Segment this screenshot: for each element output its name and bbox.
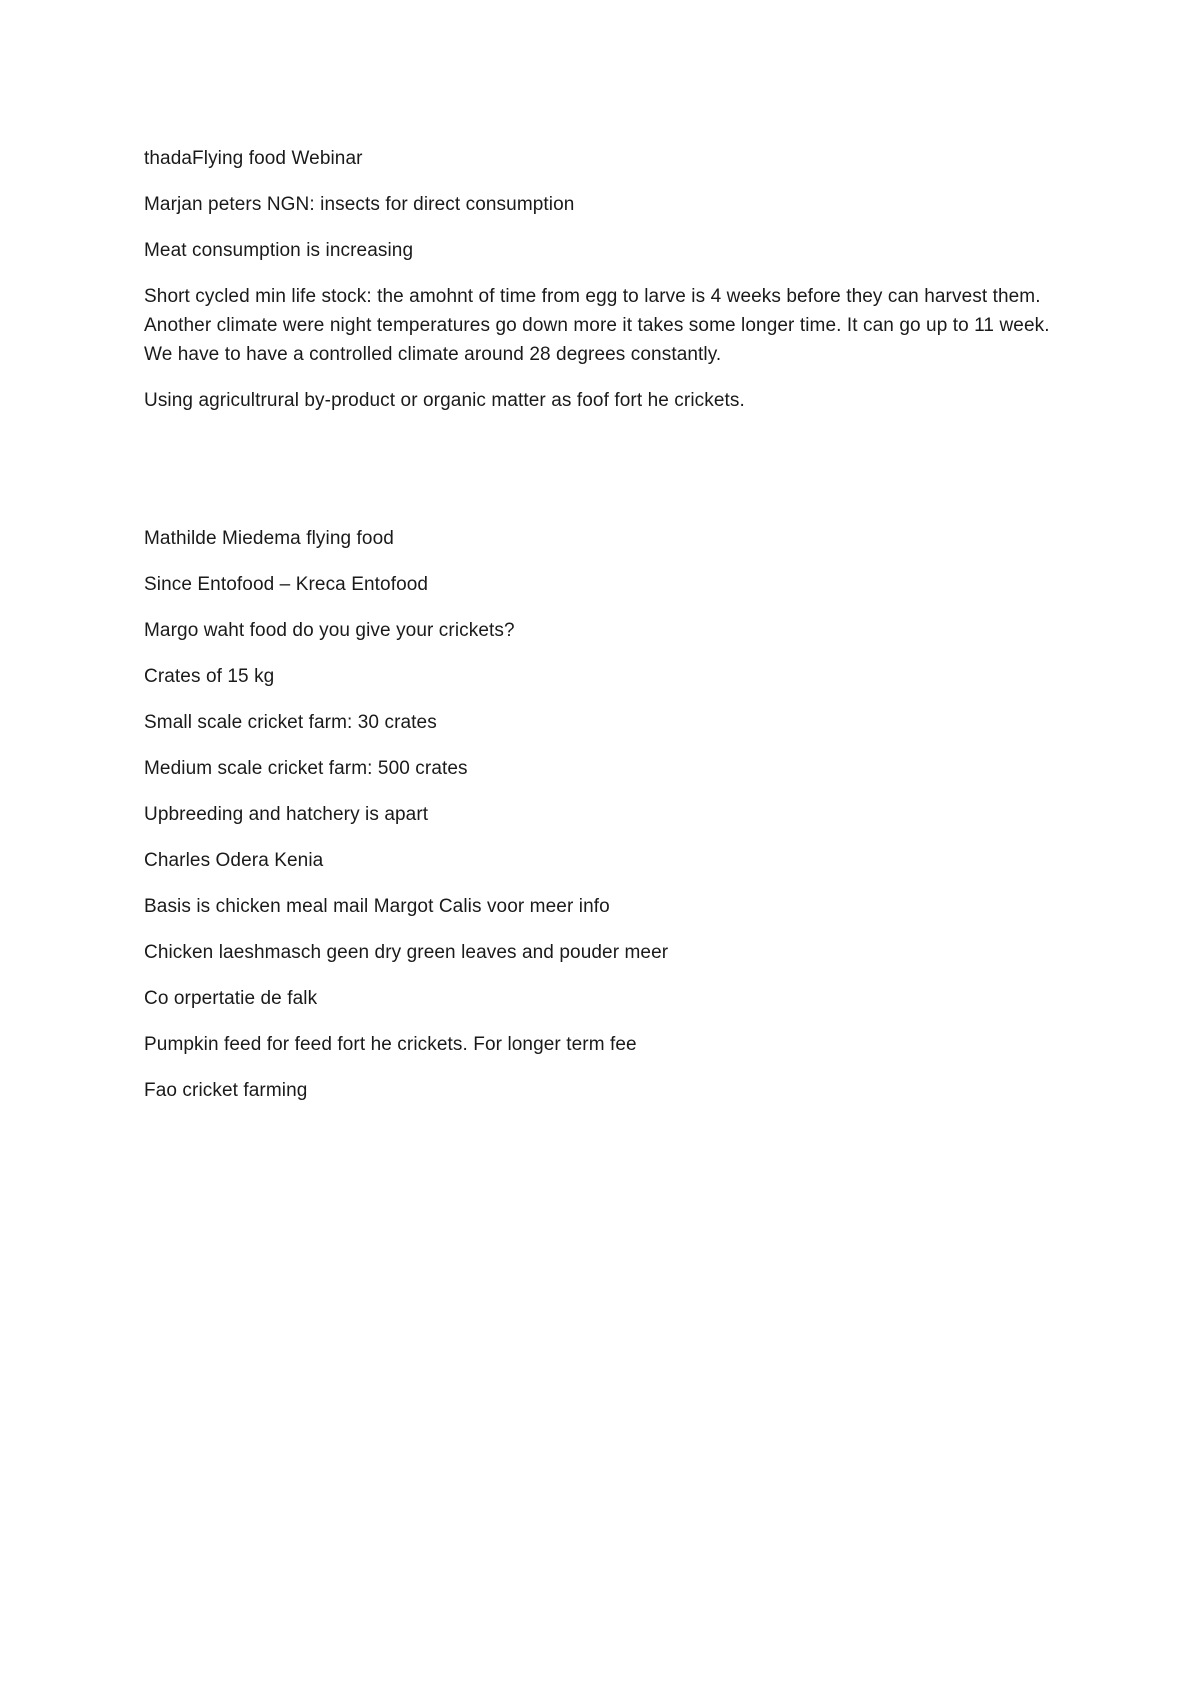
paragraph-speaker-mathilde: Mathilde Miedema flying food: [144, 528, 394, 549]
document-body: [144, 144, 1064, 1122]
paragraph-agricultural-byproduct: Using agricultrural by-product or organic matter as foof fort he crickets.: [144, 390, 745, 411]
document-title: thadaFlying food Webinar: [144, 148, 363, 169]
paragraph-speaker-charles: Charles Odera Kenia: [144, 850, 324, 871]
paragraph-meat-consumption: Meat consumption is increasing: [144, 240, 414, 261]
paragraph-crates: Crates of 15 kg: [144, 666, 275, 687]
paragraph-short-cycled-livestock: Short cycled min life stock: the amohnt of time from egg to larve is 4 weeks before they can harvest them. Another climate were night temperatures go down more it takes some longer time. It can go up to 11 week. We have to have a controlled climate around 28 degrees constantly.: [144, 286, 1050, 365]
paragraph-medium-scale-farm: Medium scale cricket farm: 500 crates: [144, 758, 468, 779]
paragraph-margo-question: Margo waht food do you give your crickets?: [144, 620, 515, 641]
paragraph-chicken-leaves: Chicken laeshmasch geen dry green leaves and pouder meer: [144, 942, 669, 963]
paragraph-pumpkin-feed: Pumpkin feed for feed fort he crickets. For longer term fee: [144, 1034, 637, 1055]
paragraph-small-scale-farm: Small scale cricket farm: 30 crates: [144, 712, 437, 733]
paragraph-fao: Fao cricket farming: [144, 1080, 308, 1101]
paragraph-speaker-marjan: Marjan peters NGN: insects for direct consumption: [144, 194, 575, 215]
section-spacer: [144, 432, 1064, 524]
paragraph-entofood: Since Entofood – Kreca Entofood: [144, 574, 429, 595]
paragraph-cooperation: Co orpertatie de falk: [144, 988, 318, 1009]
paragraph-chicken-meal: Basis is chicken meal mail Margot Calis voor meer info: [144, 896, 610, 917]
paragraph-upbreeding: Upbreeding and hatchery is apart: [144, 804, 429, 825]
